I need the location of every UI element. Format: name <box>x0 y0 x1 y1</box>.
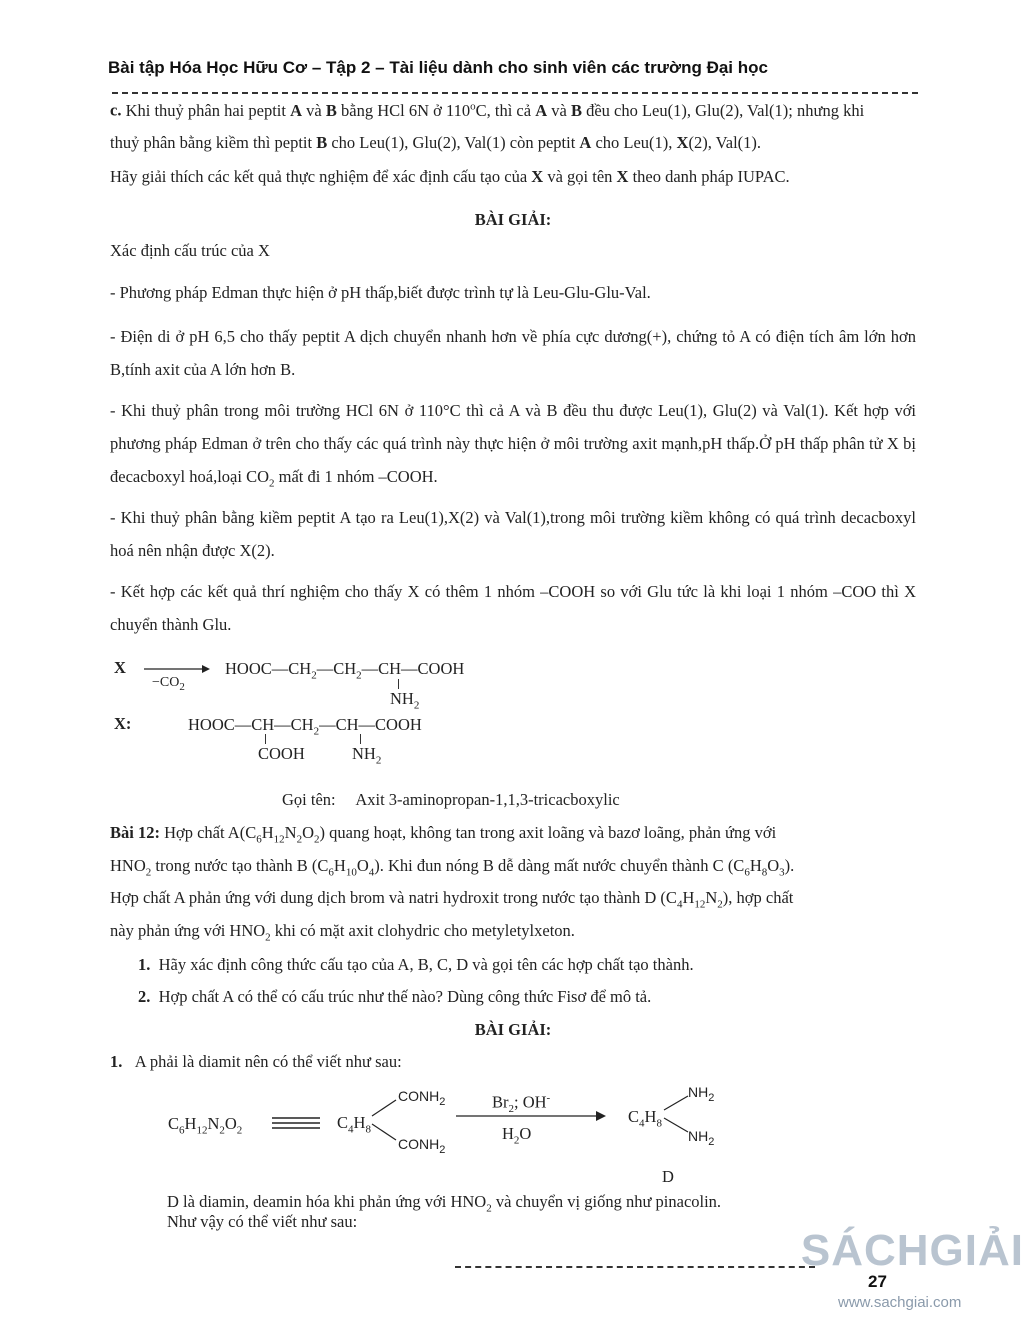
glu-amino-group: $NH_2$ <box>390 689 420 712</box>
problem-12-label: Bài 12 <box>110 823 155 842</box>
page-number: 27 <box>868 1272 887 1291</box>
problem-12-line-4: này phản ứng với $HNO_2$ khi có mặt axit clohydric cho metyletylxeton. <box>110 921 575 944</box>
x-carboxyl-bond <box>265 734 266 744</box>
diamine-core: $C_4H_8$ <box>628 1107 662 1130</box>
amide-group-top: $CONH_2$ <box>398 1088 446 1108</box>
x-amino-group: $NH_2$ <box>352 744 382 767</box>
reagent-bottom: $H_2O$ <box>502 1124 532 1147</box>
iupac-name-label: Gọi tên: <box>282 790 336 809</box>
label-c: c. <box>110 100 122 120</box>
decarboxylation-label: $-CO_2$ <box>152 675 185 693</box>
watermark-logo: SÁCHGIẢI <box>800 1226 1024 1275</box>
question-2: 2. Hợp chất A có thể có cấu trúc như thế nào? Dùng công thức Fisơ để mô tả. <box>138 987 652 1006</box>
x-amino-bond <box>360 734 361 744</box>
solution-2-step-1: 1. A phải là diamit nên có thể viết như sau: <box>110 1052 402 1071</box>
solution-heading-1: BÀI GIẢI: <box>474 210 552 229</box>
x-carboxyl-group: COOH <box>258 744 305 763</box>
acid-hydrolysis-tail: mất đi 1 nhóm –COOH. <box>274 467 438 486</box>
amide-group-bottom: $CONH_2$ <box>398 1136 446 1156</box>
iupac-name <box>282 790 620 810</box>
diamide-core: $C_4H_8$ <box>337 1113 371 1136</box>
intro-line-3: Hãy giải thích các kết quả thực nghiệm để xác định cấu tạo của X và gọi tên X theo danh pháp IUPAC. <box>110 167 790 186</box>
watermark-url: www.sachgiai.com <box>838 1294 962 1311</box>
footer-divider <box>455 1266 815 1268</box>
x-structure-main: $HOOC—CH—CH_2—CH—COOH$ <box>188 715 422 738</box>
header-divider <box>112 92 918 94</box>
reagent-top: $Br_2$; OH- <box>492 1092 551 1115</box>
paragraph-electrophoresis: - Điện di ở pH 6,5 cho thấy peptit A dịch chuyển nhanh hơn về phía cực dương(+), chứng tỏ A có điện tích âm lớn hơn B,tính axit của A lớn hơn B. <box>110 327 916 379</box>
solution-subtitle: Xác định cấu trúc của X <box>110 241 270 260</box>
paragraph-edman: - Phương pháp Edman thực hiện ở pH thấp,biết được trình tự là Leu-Glu-Glu-Val. <box>110 283 651 302</box>
paragraph-base-hydrolysis: - Khi thuỷ phân bằng kiềm peptit A tạo ra Leu(1),X(2) và Val(1),trong môi trường kiềm không có quá trình decacboxyl hoá nên nhận được X(2). <box>110 508 916 560</box>
problem-12-line-2: $HNO_2$ trong nước tạo thành B $(C_6H_{10}O_4)$. Khi đun nóng B dễ dàng mất nước chuyển thành C $(C_6H_8O_3)$. <box>110 856 795 879</box>
scheme-x-label: X <box>114 658 126 677</box>
intro-line-1 <box>110 100 864 121</box>
problem-12-line-1: Bài 12: Hợp chất $A(C_6H_{12}N_2O_2)$ quang hoạt, không tan trong axit loãng và bazơ loãng, phản ứng với <box>110 823 777 846</box>
x-structure-label: X: <box>114 714 132 733</box>
paragraph-conclusion: - Kết hợp các kết quả thrí nghiệm cho thấy X có thêm 1 nhóm –COOH so với Glu tức là khi loại 1 nhóm –COO thì X chuyển thành Glu. <box>110 582 916 634</box>
amine-group-top: $NH_2$ <box>688 1084 715 1104</box>
equivalence-sign <box>272 1116 322 1130</box>
solution-heading-2: BÀI GIẢI: <box>474 1020 552 1039</box>
amine-group-bottom: $NH_2$ <box>688 1128 715 1148</box>
glu-bond <box>398 679 399 689</box>
intro-line-2: thuỷ phân bằng kiềm thì peptit B cho Leu(1), Glu(2), Val(1) còn peptit A cho Leu(1), X(2), Val(1). <box>110 133 762 152</box>
compound-d-label: D <box>662 1167 674 1186</box>
paragraph-acid-hydrolysis: - Khi thuỷ phân trong môi trường HCl 6N ở 110°C thì cả A và B đều thu được Leu(1), Glu(2) và Val(1). Kết hợp với phương pháp Edman ở trên cho thấy các quá trình này thực hiện ở môi trường axit mạnh,pH thấp.Ở pH thấp phân tử X bị đecacboxyl hoá,loại $CO_2$ mất đi 1 nhóm –COOH. <box>110 401 916 490</box>
question-1: 1. Hãy xác định công thức cấu tạo của A, B, C, D và gọi tên các hợp chất tạo thành. <box>138 955 694 974</box>
problem-12-line-3: Hợp chất A phản ứng với dung dịch brom và natri hydroxit trong nước tạo thành D $(C_4H_{12}N_2)$, hợp chất <box>110 888 794 911</box>
intro-line-1-text: Khi thuỷ phân hai peptit A và B bằng HCl 6N ở 110$^o$C, thì cả A và B đều cho Leu(1), Glu(2), Val(1); nhưng khi <box>125 100 865 120</box>
formula-a: $C_6H_{12}N_2O_2$ <box>168 1114 243 1137</box>
acid-hydrolysis-text: - Khi thuỷ phân trong môi trường HCl 6N ở 110°C thì cả A và B đều thu được Leu(1), Glu(2) và Val(1). Kết hợp với phương pháp Edman ở trên cho thấy các quá trình này thực hiện ở môi trường axit mạnh,pH thấp.Ở pH thấp phân tử X bị đecacboxyl hoá,loại CO <box>110 401 916 486</box>
solution-2-text-2: Như vậy có thể viết như sau: <box>167 1212 358 1231</box>
document-header: Bài tập Hóa Học Hữu Cơ – Tập 2 – Tài liệu dành cho sinh viên các trường Đại học <box>108 58 768 77</box>
glu-structure-main: $HOOC—CH_2—CH_2—CH—COOH$ <box>225 659 465 682</box>
iupac-name-value: Axit 3-aminopropan-1,1,3-tricacboxylic <box>355 790 620 809</box>
solution-2-text-1: D là diamin, deamin hóa khi phản ứng với $HNO_2$ và chuyển vị giống như pinacolin. <box>167 1192 722 1215</box>
